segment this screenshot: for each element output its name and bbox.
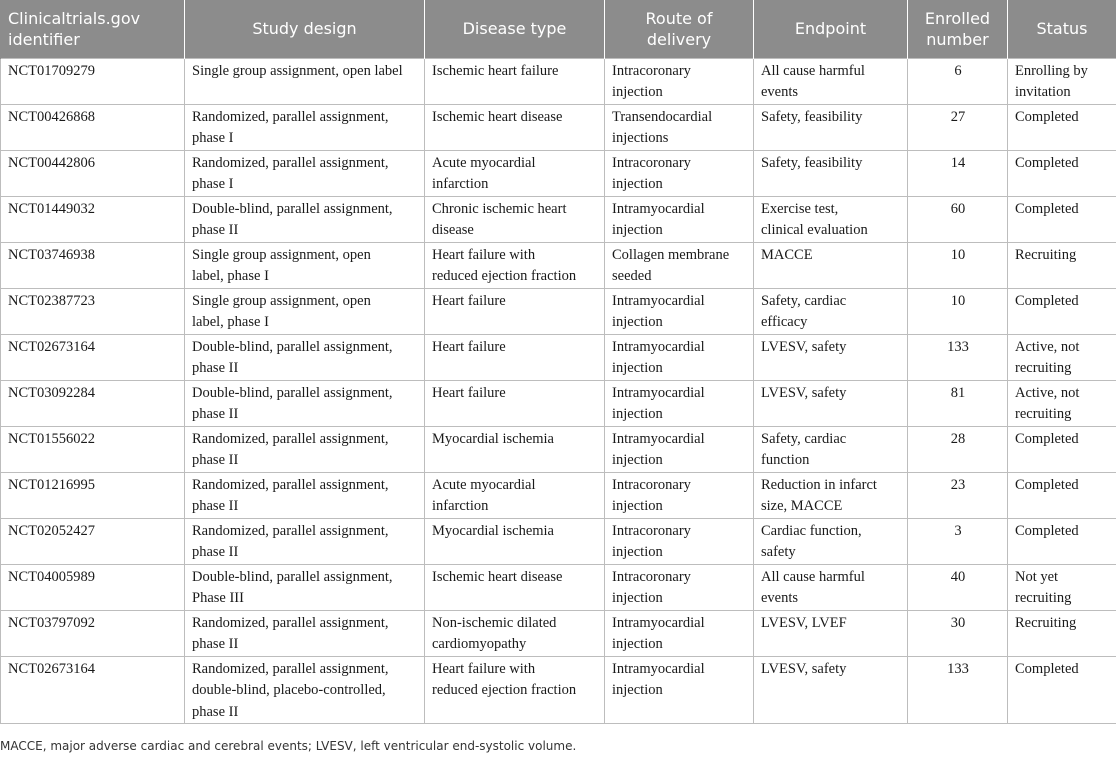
cell-line: NCT01556022 (8, 430, 95, 447)
cell-study-design (185, 334, 425, 380)
table-row (1, 288, 1116, 334)
cell-disease-type (425, 196, 605, 242)
cell-line: Active, not (1015, 338, 1080, 355)
cell-line: NCT00442806 (8, 154, 95, 171)
cell-endpoint (754, 426, 908, 472)
cell-study-design (185, 196, 425, 242)
cell-endpoint (754, 242, 908, 288)
cell-line: delivery (646, 29, 712, 49)
cell-line: Phase III (192, 590, 244, 606)
cell-line: LVESV, LVEF (761, 614, 847, 631)
cell-line: Completed (1015, 430, 1079, 447)
cell-line: Double-blind, parallel assignment, (192, 384, 393, 401)
table-row (1, 518, 1116, 564)
col-header-enrolled-number (908, 0, 1008, 58)
cell-line: NCT02673164 (8, 660, 95, 677)
cell-line: Heart failure with (432, 246, 536, 263)
cell-disease-type (425, 334, 605, 380)
cell-route-of-delivery (605, 380, 754, 426)
cell-line: Randomized, parallel assignment, (192, 522, 389, 539)
table-row (1, 104, 1116, 150)
cell-disease-type (425, 518, 605, 564)
cell-line: phase I (192, 176, 234, 192)
cell-disease-type (425, 150, 605, 196)
cell-line: Intramyocardial (612, 292, 705, 309)
cell-line: NCT02387723 (8, 292, 95, 309)
cell-line: phase II (192, 636, 239, 652)
cell-study-design (185, 288, 425, 334)
cell-line: recruiting (1015, 360, 1072, 376)
cell-identifier (1, 610, 185, 656)
col-header-disease-type (425, 0, 605, 58)
cell-line: recruiting (1015, 590, 1072, 606)
cell-line: size, MACCE (761, 498, 843, 514)
cell-route-of-delivery (605, 564, 754, 610)
cell-line: injection (612, 84, 663, 100)
cell-line: Completed (1015, 292, 1079, 309)
cell-identifier (1, 242, 185, 288)
cell-status (1008, 58, 1116, 104)
cell-line: NCT03092284 (8, 384, 95, 401)
cell-line: LVESV, safety (761, 384, 847, 401)
table-body (1, 58, 1116, 724)
table-row (1, 656, 1116, 724)
cell-endpoint (754, 656, 908, 724)
cell-line: phase I (192, 130, 234, 146)
cell-line: injection (612, 176, 663, 192)
cell-line: Myocardial ischemia (432, 430, 554, 447)
cell-identifier (1, 196, 185, 242)
cell-line: Intracoronary (612, 568, 691, 585)
cell-enrolled-number (908, 104, 1008, 150)
cell-line: Double-blind, parallel assignment, (192, 568, 393, 585)
cell-line: disease (432, 222, 474, 238)
table-row (1, 426, 1116, 472)
cell-endpoint (754, 104, 908, 150)
cell-identifier (1, 58, 185, 104)
table-row (1, 610, 1116, 656)
cell-line: Cardiac function, (761, 522, 862, 539)
header-row (1, 0, 1116, 58)
cell-line: 30 (950, 614, 966, 631)
cell-identifier (1, 288, 185, 334)
cell-route-of-delivery (605, 610, 754, 656)
cell-line: safety (761, 544, 796, 560)
cell-enrolled-number (908, 426, 1008, 472)
cell-study-design (185, 564, 425, 610)
cell-line: Completed (1015, 522, 1079, 539)
cell-line: Randomized, parallel assignment, (192, 430, 389, 447)
cell-line: Heart failure (432, 384, 506, 401)
cell-line: NCT02673164 (8, 338, 95, 355)
cell-line: invitation (1015, 84, 1071, 100)
table-row (1, 242, 1116, 288)
cell-line: identifier (8, 29, 80, 49)
cell-line: NCT01216995 (8, 476, 95, 493)
cell-status (1008, 656, 1116, 724)
cell-line: NCT04005989 (8, 568, 95, 585)
cell-line: Not yet (1015, 568, 1059, 585)
cell-line: efficacy (761, 314, 808, 330)
cell-line: events (761, 84, 799, 100)
cell-line: 10 (950, 246, 966, 263)
col-header-identifier (1, 0, 185, 58)
cell-line: Non-ischemic dilated (432, 614, 557, 631)
cell-line: Single group assignment, open (192, 246, 371, 263)
cell-status (1008, 334, 1116, 380)
cell-line: Completed (1015, 154, 1079, 171)
cell-line: All cause harmful (761, 62, 865, 79)
cell-line: injection (612, 636, 663, 652)
cell-line: label, phase I (192, 314, 269, 330)
cell-route-of-delivery (605, 242, 754, 288)
cell-endpoint (754, 518, 908, 564)
cell-line: injection (612, 406, 663, 422)
cell-line: Safety, cardiac (761, 292, 847, 309)
cell-line: Double-blind, parallel assignment, (192, 338, 393, 355)
table-row (1, 150, 1116, 196)
cell-line: Randomized, parallel assignment, (192, 476, 389, 493)
cell-line: Randomized, parallel assignment, (192, 660, 389, 677)
cell-endpoint (754, 564, 908, 610)
cell-line: Exercise test, (761, 200, 839, 217)
cell-line: injections (612, 130, 669, 146)
cell-line: 6 (954, 62, 962, 79)
cell-status (1008, 472, 1116, 518)
cell-line: LVESV, safety (761, 660, 847, 677)
cell-status (1008, 288, 1116, 334)
cell-study-design (185, 150, 425, 196)
cell-enrolled-number (908, 288, 1008, 334)
cell-line: Recruiting (1015, 614, 1077, 631)
cell-line: Transendocardial (612, 108, 713, 125)
cell-line: injection (612, 222, 663, 238)
cell-identifier (1, 426, 185, 472)
cell-disease-type (425, 656, 605, 724)
cell-endpoint (754, 334, 908, 380)
cell-status (1008, 196, 1116, 242)
cell-status (1008, 610, 1116, 656)
cell-disease-type (425, 380, 605, 426)
cell-disease-type (425, 472, 605, 518)
col-header-route-of-delivery (605, 0, 754, 58)
table-header (1, 0, 1116, 58)
cell-line: 3 (954, 522, 962, 539)
cell-route-of-delivery (605, 104, 754, 150)
cell-line: Single group assignment, open label (192, 62, 403, 79)
col-header-endpoint (754, 0, 908, 58)
cell-line: Intramyocardial (612, 430, 705, 447)
cell-study-design (185, 656, 425, 724)
cell-line: 81 (950, 384, 966, 401)
cell-line: Completed (1015, 108, 1079, 125)
cell-line: Intracoronary (612, 476, 691, 493)
cell-line: NCT03746938 (8, 246, 95, 263)
cell-disease-type (425, 104, 605, 150)
cell-route-of-delivery (605, 288, 754, 334)
cell-line: injection (612, 498, 663, 514)
cell-endpoint (754, 472, 908, 518)
cell-identifier (1, 380, 185, 426)
cell-route-of-delivery (605, 196, 754, 242)
cell-line: injection (612, 314, 663, 330)
cell-line: infarction (432, 176, 489, 192)
col-header-study-design (185, 0, 425, 58)
cell-line: injection (612, 452, 663, 468)
cell-line: NCT02052427 (8, 522, 95, 539)
cell-route-of-delivery (605, 334, 754, 380)
cell-line: 133 (947, 338, 969, 355)
cell-line: 40 (950, 568, 966, 585)
cell-study-design (185, 472, 425, 518)
cell-endpoint (754, 196, 908, 242)
cell-line: cardiomyopathy (432, 636, 527, 652)
cell-route-of-delivery (605, 656, 754, 724)
cell-line: 28 (950, 430, 966, 447)
cell-route-of-delivery (605, 518, 754, 564)
cell-enrolled-number (908, 334, 1008, 380)
cell-line: reduced ejection fraction (432, 268, 577, 284)
cell-line: Randomized, parallel assignment, (192, 154, 389, 171)
table-row (1, 334, 1116, 380)
cell-line: 10 (950, 292, 966, 309)
cell-identifier (1, 656, 185, 724)
cell-line: Ischemic heart disease (432, 108, 563, 125)
cell-line: Intramyocardial (612, 338, 705, 355)
cell-line: 27 (950, 108, 966, 125)
cell-line: label, phase I (192, 268, 269, 284)
cell-line: Safety, feasibility (761, 108, 863, 125)
cell-route-of-delivery (605, 472, 754, 518)
cell-endpoint (754, 58, 908, 104)
cell-line: Double-blind, parallel assignment, (192, 200, 393, 217)
cell-line: Ischemic heart disease (432, 568, 563, 585)
cell-line: injection (612, 544, 663, 560)
cell-line: Endpoint (794, 19, 867, 39)
cell-study-design (185, 380, 425, 426)
cell-line: Completed (1015, 660, 1079, 677)
cell-line: Status (1036, 19, 1088, 39)
col-header-status (1008, 0, 1116, 58)
cell-line: phase II (192, 703, 239, 720)
cell-route-of-delivery (605, 150, 754, 196)
cell-line: NCT03797092 (8, 614, 95, 631)
cell-line: Study design (252, 19, 357, 39)
cell-line: injection (612, 360, 663, 376)
cell-line: function (761, 452, 810, 468)
cell-line: Intramyocardial (612, 614, 705, 631)
cell-endpoint (754, 380, 908, 426)
cell-enrolled-number (908, 564, 1008, 610)
cell-study-design (185, 610, 425, 656)
cell-enrolled-number (908, 150, 1008, 196)
cell-enrolled-number (908, 656, 1008, 724)
cell-endpoint (754, 288, 908, 334)
cell-line: NCT01709279 (8, 62, 95, 79)
cell-line: MACCE (761, 246, 813, 263)
cell-line: LVESV, safety (761, 338, 847, 355)
cell-line: phase II (192, 498, 239, 514)
cell-enrolled-number (908, 472, 1008, 518)
cell-line: Myocardial ischemia (432, 522, 554, 539)
cell-line: phase II (192, 406, 239, 422)
cell-disease-type (425, 426, 605, 472)
cell-line: Enrolling by (1015, 62, 1088, 79)
cell-line: NCT00426868 (8, 108, 95, 125)
cell-status (1008, 104, 1116, 150)
cell-line: All cause harmful (761, 568, 865, 585)
cell-line: Intramyocardial (612, 384, 705, 401)
cell-line: Disease type (462, 19, 567, 39)
cell-line: Randomized, parallel assignment, (192, 614, 389, 631)
table-row (1, 380, 1116, 426)
cell-line: Acute myocardial (432, 476, 536, 493)
cell-line: Enrolled (924, 8, 991, 28)
table-row (1, 564, 1116, 610)
cell-line: Intracoronary (612, 522, 691, 539)
cell-route-of-delivery (605, 58, 754, 104)
table-row (1, 472, 1116, 518)
cell-line: Intramyocardial (612, 200, 705, 217)
cell-line: Ischemic heart failure (432, 62, 559, 79)
cell-identifier (1, 104, 185, 150)
cell-line: recruiting (1015, 406, 1072, 422)
cell-enrolled-number (908, 610, 1008, 656)
cell-identifier (1, 150, 185, 196)
cell-line: phase II (192, 360, 239, 376)
cell-enrolled-number (908, 380, 1008, 426)
cell-line: Completed (1015, 476, 1079, 493)
cell-study-design (185, 104, 425, 150)
cell-status (1008, 426, 1116, 472)
cell-line: 60 (950, 200, 966, 217)
cell-line: Completed (1015, 200, 1079, 217)
cell-line: Route of (645, 8, 713, 28)
cell-line: Intracoronary (612, 62, 691, 79)
cell-disease-type (425, 58, 605, 104)
cell-status (1008, 380, 1116, 426)
cell-line: Randomized, parallel assignment, (192, 108, 389, 125)
cell-study-design (185, 58, 425, 104)
cell-line: Clinicaltrials.gov (8, 8, 141, 28)
cell-endpoint (754, 150, 908, 196)
table-row (1, 196, 1116, 242)
cell-line: phase II (192, 452, 239, 468)
cell-line: reduced ejection fraction (432, 682, 577, 698)
cell-line: Reduction in infarct (761, 476, 877, 493)
cell-enrolled-number (908, 196, 1008, 242)
cell-line: 14 (950, 154, 966, 171)
cell-study-design (185, 426, 425, 472)
cell-line: 23 (950, 476, 966, 493)
cell-line: Safety, feasibility (761, 154, 863, 171)
cell-study-design (185, 242, 425, 288)
cell-route-of-delivery (605, 426, 754, 472)
cell-line: Safety, cardiac (761, 430, 847, 447)
cell-endpoint (754, 610, 908, 656)
table-row (1, 58, 1116, 104)
cell-disease-type (425, 242, 605, 288)
cell-disease-type (425, 564, 605, 610)
cell-disease-type (425, 288, 605, 334)
cell-line: Acute myocardial (432, 154, 536, 171)
cell-line: events (761, 590, 799, 606)
cell-enrolled-number (908, 242, 1008, 288)
cell-line: NCT01449032 (8, 200, 95, 217)
cell-line: Chronic ischemic heart (432, 200, 567, 217)
cell-line: phase II (192, 222, 239, 238)
cell-identifier (1, 334, 185, 380)
cell-line: Heart failure with (432, 660, 536, 677)
cell-status (1008, 518, 1116, 564)
cell-line: Collagen membrane (612, 246, 730, 263)
cell-line: Heart failure (432, 338, 506, 355)
cell-line: injection (612, 682, 663, 698)
cell-line: Recruiting (1015, 246, 1077, 263)
table-footnote: MACCE, major adverse cardiac and cerebral events; LVESV, left ventricular end-systolic volume. (0, 739, 577, 753)
cell-status (1008, 564, 1116, 610)
cell-line: seeded (612, 268, 652, 284)
cell-identifier (1, 564, 185, 610)
cell-study-design (185, 518, 425, 564)
cell-line: Single group assignment, open (192, 292, 371, 309)
cell-line: Intramyocardial (612, 660, 705, 677)
cell-line: injection (612, 590, 663, 606)
cell-identifier (1, 472, 185, 518)
cell-line: phase II (192, 544, 239, 560)
cell-disease-type (425, 610, 605, 656)
cell-line: Active, not (1015, 384, 1080, 401)
cell-status (1008, 242, 1116, 288)
cell-line: Heart failure (432, 292, 506, 309)
cell-status (1008, 150, 1116, 196)
cell-line: number (926, 29, 989, 49)
cell-enrolled-number (908, 518, 1008, 564)
cell-line: clinical evaluation (761, 222, 868, 238)
cell-line: double-blind, placebo-controlled, (192, 682, 386, 698)
cell-line: infarction (432, 498, 489, 514)
cell-identifier (1, 518, 185, 564)
cell-line: Intracoronary (612, 154, 691, 171)
cell-enrolled-number (908, 58, 1008, 104)
cell-line: 133 (947, 660, 969, 677)
